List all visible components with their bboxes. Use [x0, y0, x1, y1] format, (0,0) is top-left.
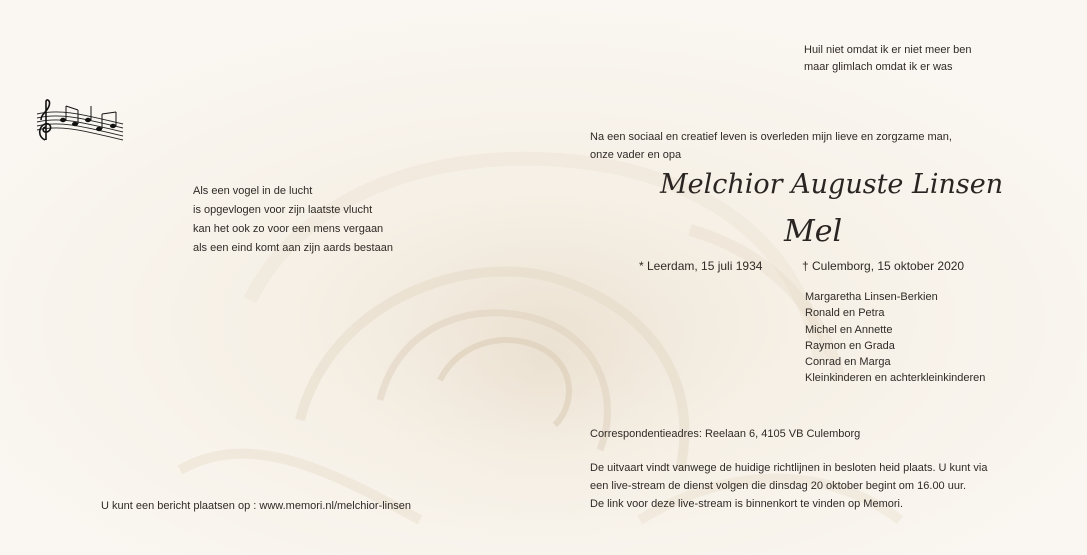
intro-line: Na een sociaal en creatief leven is overleden mijn lieve en zorgzame man,	[590, 131, 952, 143]
family-member: Ronald en Petra	[805, 307, 885, 320]
intro-line: onze vader en opa	[590, 149, 682, 161]
funeral-line: een live-stream de dienst volgen die dinsdag 20 oktober begint om 16.00 uur.	[590, 480, 967, 492]
family-member: Kleinkinderen en achterkleinkinderen	[805, 372, 986, 385]
family-list	[805, 289, 985, 387]
quote-top	[804, 42, 972, 76]
family-member: Margaretha Linsen-Berkien	[805, 291, 938, 303]
music-notes-icon	[33, 96, 128, 148]
family-member: Conrad en Marga	[805, 356, 891, 369]
poem-line: kan het ook zo voor een mens vergaan	[193, 223, 384, 235]
quote-line: maar glimlach omdat ik er was	[804, 61, 953, 73]
deceased-name: Melchior Auguste Linsen	[660, 169, 1004, 200]
family-member: Michel en Annette	[805, 323, 893, 336]
funeral-info	[590, 459, 987, 513]
poem-line: is opgevlogen voor zijn laatste vlucht	[193, 204, 373, 216]
memori-message: U kunt een bericht plaatsen op : www.memori.nl/melchior-linsen	[101, 500, 411, 512]
poem	[193, 182, 393, 258]
family-member: Raymon en Grada	[805, 339, 895, 352]
intro	[590, 128, 952, 164]
poem-line: Als een vogel in de lucht	[193, 185, 313, 197]
death-date: † Culemborg, 15 oktober 2020	[802, 259, 965, 273]
funeral-line: De link voor deze live-stream is binnenkort te vinden op Memori.	[590, 498, 904, 510]
nickname: Mel	[784, 214, 843, 249]
quote-line: Huil niet omdat ik er niet meer ben	[804, 44, 972, 56]
funeral-line: De uitvaart vindt vanwege de huidige richtlijnen in besloten heid plaats. U kunt via	[590, 462, 988, 474]
birth-date: * Leerdam, 15 juli 1934	[639, 259, 763, 273]
poem-line: als een eind komt aan zijn aards bestaan	[193, 242, 393, 254]
correspondence-address: Correspondentieadres: Reelaan 6, 4105 VB Culemborg	[590, 428, 861, 440]
